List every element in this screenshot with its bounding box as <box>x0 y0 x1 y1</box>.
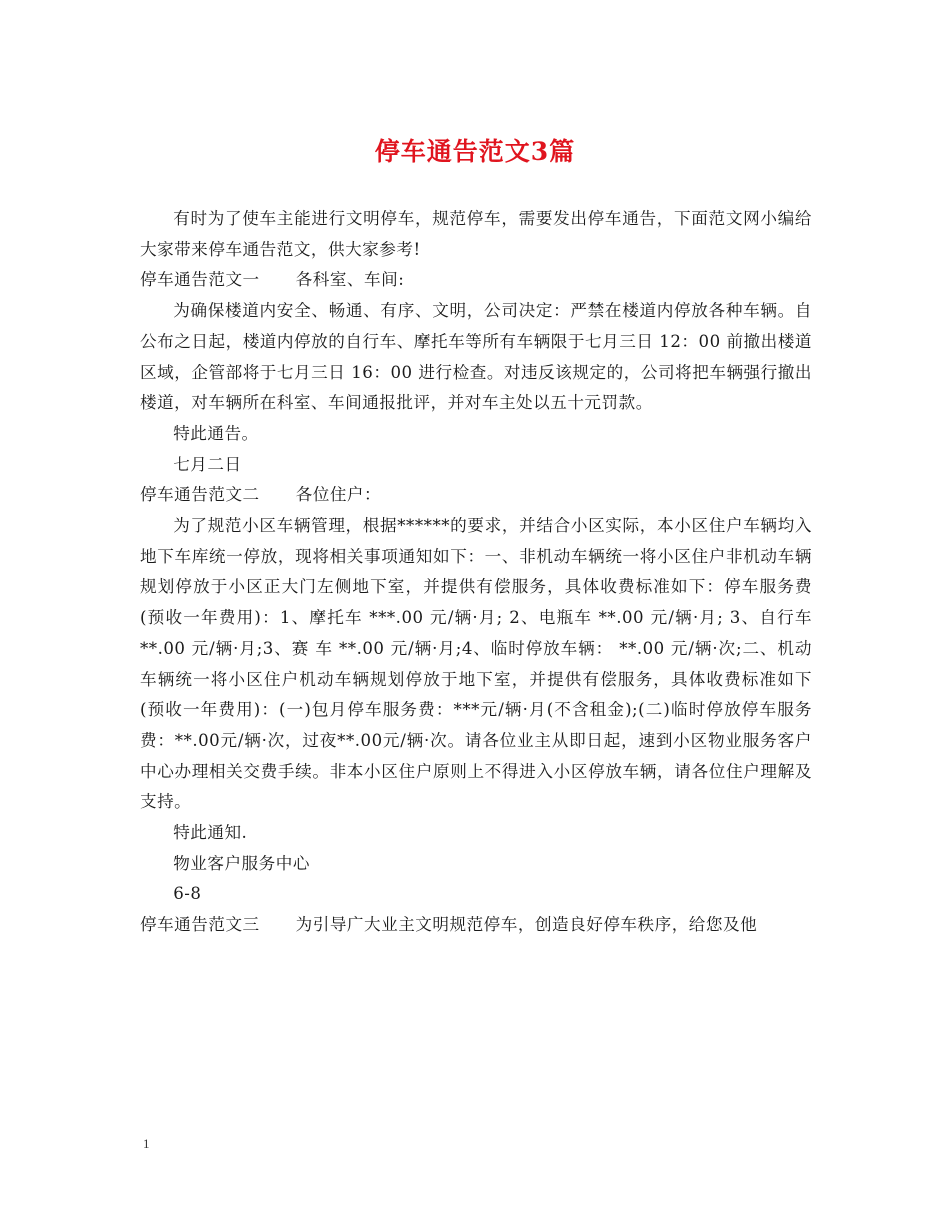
section-2-body: 为了规范小区车辆管理，根据******的要求，并结合小区实际，本小区住户车辆均入地下车库统一停放，现将相关事项通知如下：一、非机动车辆统一将小区住户非机动车辆规划停放于小区正大门左侧地下室，并提供有偿服务，具体收费标准如下：停车服务费(预收一年费用)：1、摩托车 ***.00 元/辆·月; 2、电瓶车 **.00 元/辆·月; 3、自行车 **.00 元/辆·月;3、赛 车 **.00 元/辆·月;4、临时停放车辆： **.00 元/辆·次;二、机动车辆统一将小区住户机动车辆规划停放于地下室，并提供有偿服务，具体收费标准如下(预收一年费用)：(一)包月停车服务费：***元/辆·月(不含租金);(二)临时停放停车服务费：**.00元/辆·次，过夜**.00元/辆·次。请各位业主从即日起，速到小区物业服务客户中心办理相关交费手续。非本小区住户原则上不得进入小区停放车辆，请各位住户理解及支持。 <box>140 516 812 812</box>
section-2-date: 6-8 <box>173 884 202 904</box>
section-1-date: 七月二日 <box>173 454 242 474</box>
document-body <box>140 204 812 941</box>
page-number: 1 <box>143 1136 150 1151</box>
section-1-closing: 特此通告。 <box>173 423 259 443</box>
section-2-closing: 特此通知. <box>173 823 248 843</box>
section-3-heading <box>140 910 812 941</box>
section-2-heading <box>140 480 812 511</box>
section-2-label: 停车通告范文二 <box>140 485 260 505</box>
section-3-body-start: 为引导广大业主文明规范停车，创造良好停车秩序，给您及他 <box>295 915 758 935</box>
intro-paragraph: 有时为了使车主能进行文明停车，规范停车，需要发出停车通告，下面范文网小编给大家带来停车通告范文，供大家参考! <box>140 209 812 259</box>
section-3-label: 停车通告范文三 <box>140 915 260 935</box>
section-1-body: 为确保楼道内安全、畅通、有序、文明，公司决定：严禁在楼道内停放各种车辆。自公布之日起，楼道内停放的自行车、摩托车等所有车辆限于七月三日 12：00 前撤出楼道区域，企管部将于七月三日 16：00 进行检查。对违反该规定的，公司将把车辆强行撤出楼道，对车辆所在科室、车间通报批评，并对车主处以五十元罚款。 <box>140 301 812 413</box>
section-2-signer: 物业客户服务中心 <box>173 853 310 873</box>
section-1-addressee: 各科室、车间: <box>295 270 405 290</box>
section-2-addressee: 各位住户： <box>295 485 382 505</box>
section-1-heading <box>140 265 812 296</box>
page-title: 停车通告范文3篇 <box>374 137 576 166</box>
section-1-label: 停车通告范文一 <box>140 270 260 290</box>
